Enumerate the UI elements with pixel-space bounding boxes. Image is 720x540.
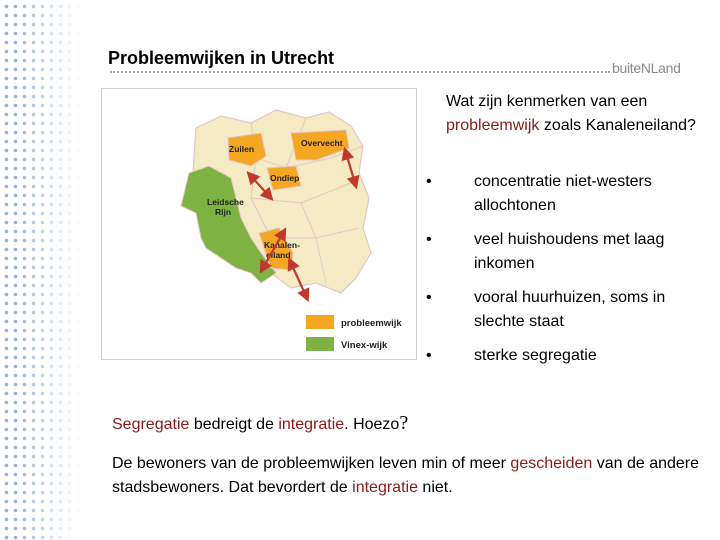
bullet-marker: •: [426, 289, 432, 306]
legend-swatch-vinex: [306, 337, 334, 351]
kanaleneiland-label-2: eiland: [266, 250, 291, 260]
leidsche-rijn-label-1: Leidsche: [207, 197, 244, 207]
overvecht-label: Overvecht: [301, 138, 343, 148]
list-item: • veel huishoudens met laag inkomen: [426, 228, 716, 276]
question-text: Wat zijn kenmerken van een probleemwijk zoals Kanaleneiland?: [446, 93, 696, 134]
bullet-marker: •: [426, 173, 432, 190]
side-credit: [3, 452, 13, 532]
title-divider: [110, 71, 610, 73]
characteristics-list: [426, 170, 716, 378]
legend-label-vinex: Vinex-wijk: [341, 340, 388, 351]
conclusion-text: De bewoners van de probleemwijken leven min of meer gescheiden van de andere stadsbewoners. Dat bevordert de integratie niet.: [112, 455, 700, 496]
highlight-probleemwijk: probleemwijk: [446, 117, 540, 134]
list-item: • concentratie niet-westers allochtonen: [426, 170, 716, 218]
ondiep-label: Ondiep: [270, 173, 300, 183]
bullet-marker: •: [426, 347, 432, 364]
kanaleneiland-label-1: Kanalen-: [264, 240, 300, 250]
brand-logo: buiteNLand: [612, 60, 681, 76]
list-item: • sterke segregatie: [426, 344, 716, 368]
zuilen-label: Zuilen: [229, 144, 255, 154]
slide-title: Probleemwijken in Utrecht: [108, 48, 335, 68]
segregation-statement: Segregatie bedreigt de integratie. Hoezo?: [112, 412, 409, 434]
list-item: • vooral huurhuizen, soms in slechte staat: [426, 286, 716, 334]
legend-label-probleemwijk: probleemwijk: [341, 318, 402, 329]
legend-swatch-probleemwijk: [306, 315, 334, 329]
utrecht-map: [101, 88, 417, 360]
bullet-marker: •: [426, 231, 432, 248]
leidsche-rijn-label-2: Rijn: [215, 207, 232, 217]
